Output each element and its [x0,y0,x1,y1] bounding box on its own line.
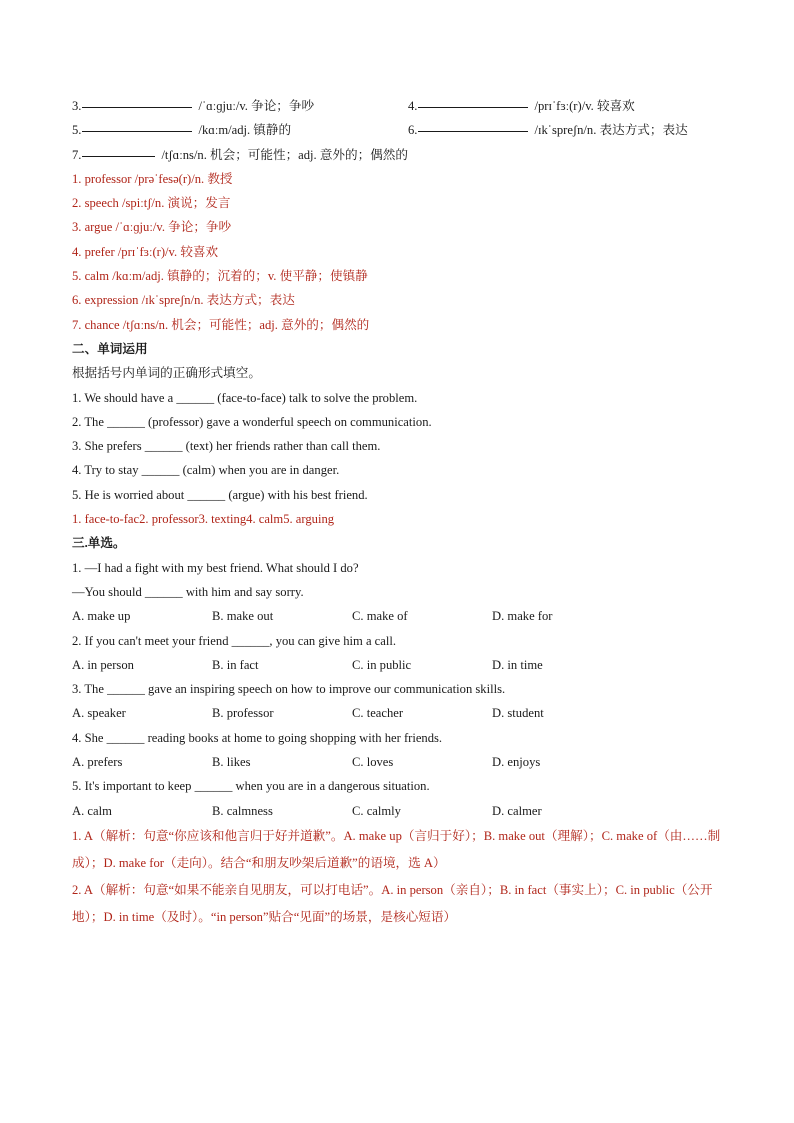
mc-question [72,556,732,629]
option[interactable]: B. calmness [212,803,273,818]
vocab-blank[interactable] [418,94,528,108]
option-row [72,799,732,823]
question-stem: 1. —I had a fight with my best friend. What should I do? [72,560,359,575]
vocab-number: 6. [408,123,418,138]
mc-question [72,774,732,823]
vocab-gloss: /prɪˈfɜː(r)/v. 较喜欢 [534,99,635,113]
vocab-answer: 2. speech /spiːtʃ/n. 演说；发言 [72,196,231,211]
question-item: 1. We should have a ______ (face-to-face) talk to solve the problem. [72,390,418,405]
mc-question [72,629,732,678]
question-item: 5. He is worried about ______ (argue) with his best friend. [72,487,368,502]
question-item: 3. She prefers ______ (text) her friends rather than call them. [72,439,381,454]
question-item: 2. The ______ (professor) gave a wonderful speech on communication. [72,414,432,429]
question-item: 4. Try to stay ______ (calm) when you are in danger. [72,463,340,478]
vocab-item [72,118,408,142]
vocab-item [408,94,635,118]
option[interactable]: C. calmly [352,803,401,818]
vocab-number: 7. [72,147,82,162]
option-row [72,653,732,677]
vocab-answer: 3. argue /ˈɑːɡjuː/v. 争论；争吵 [72,220,232,235]
option[interactable]: B. professor [212,706,274,721]
question-stem: 3. The ______ gave an inspiring speech on how to improve our communication skills. [72,682,506,697]
option[interactable]: C. make of [352,609,408,624]
option[interactable]: C. in public [352,657,412,672]
question-stem: 2. If you can't meet your friend ______, you can give him a call. [72,633,397,648]
vocab-row [72,143,732,167]
option[interactable]: B. in fact [212,657,259,672]
vocab-number: 4. [408,99,418,113]
worksheet-page [72,94,732,931]
option[interactable]: C. teacher [352,706,404,721]
vocab-answer: 6. expression /ɪkˈspreʃn/n. 表达方式；表达 [72,293,295,308]
option[interactable]: A. prefers [72,755,123,770]
vocab-blank[interactable] [82,143,155,157]
option[interactable]: D. calmer [492,803,542,818]
vocab-gloss: /kɑːm/adj. 镇静的 [198,123,292,138]
mc-question [72,677,732,726]
vocab-gloss: /ɪkˈspreʃn/n. 表达方式；表达 [534,123,688,138]
vocab-item [72,94,408,118]
vocab-blank[interactable] [418,118,528,132]
option[interactable]: D. make for [492,609,553,624]
vocab-answer: 5. calm /kɑːm/adj. 镇静的；沉着的；v. 使平静；使镇静 [72,269,368,284]
option[interactable]: A. in person [72,657,134,672]
vocab-gloss: /ˈɑːɡjuː/v. 争论；争吵 [198,99,315,113]
vocab-item [72,143,408,167]
option[interactable]: D. student [492,706,544,721]
option-row [72,604,732,628]
option[interactable]: A. calm [72,803,112,818]
option-row [72,701,732,725]
option[interactable]: A. speaker [72,706,126,721]
mc-question [72,726,732,775]
option[interactable]: B. make out [212,609,274,624]
vocab-answer: 7. chance /tʃɑːns/n. 机会；可能性；adj. 意外的；偶然的 [72,317,370,332]
option[interactable]: D. in time [492,657,543,672]
option[interactable]: D. enjoys [492,755,541,770]
vocab-blank[interactable] [82,94,192,108]
question-stem: 5. It's important to keep ______ when you are in a dangerous situation. [72,779,430,794]
vocab-number: 3. [72,99,82,113]
section-answer: 1. face-to-fac2. professor3. texting4. calm5. arguing [72,512,335,527]
vocab-row [72,118,732,142]
option-row [72,750,732,774]
section-heading: 三.单选。 [72,536,126,551]
option[interactable]: C. loves [352,755,394,770]
vocab-answer-block [72,167,732,337]
option[interactable]: A. make up [72,609,131,624]
section-instruction: 根据括号内单词的正确形式填空。 [72,366,261,381]
vocab-item [408,118,688,142]
vocab-answer: 1. professor /prəˈfesə(r)/n. 教授 [72,171,233,186]
question-stem: —You should ______ with him and say sorry. [72,584,304,599]
option[interactable]: B. likes [212,755,251,770]
vocab-blank[interactable] [82,118,192,132]
answer-explanation: 1. A（解析：句意“你应该和他言归于好并道歉”。A. make up（言归于好）；B. make out（理解）；C. make of（由……制成）；D. make for（走向）。结合“和朋友吵架后道歉”的语境，选 A） [72,828,721,870]
question-stem: 4. She ______ reading books at home to going shopping with her friends. [72,730,443,745]
vocab-row [72,94,732,118]
vocab-answer: 4. prefer /prɪˈfɜː(r)/v. 较喜欢 [72,244,219,259]
section-heading: 二、单词运用 [72,341,148,356]
vocab-gloss: /tʃɑːns/n. 机会；可能性；adj. 意外的；偶然的 [161,147,408,162]
answer-explanation: 2. A（解析：句意“如果不能亲自见朋友，可以打电话”。A. in person（亲自）；B. in fact（事实上）；C. in public（公开地）；D. in time（及时）。“in person”贴合“见面”的场景，是核心短语） [72,882,713,924]
vocab-number: 5. [72,123,82,138]
